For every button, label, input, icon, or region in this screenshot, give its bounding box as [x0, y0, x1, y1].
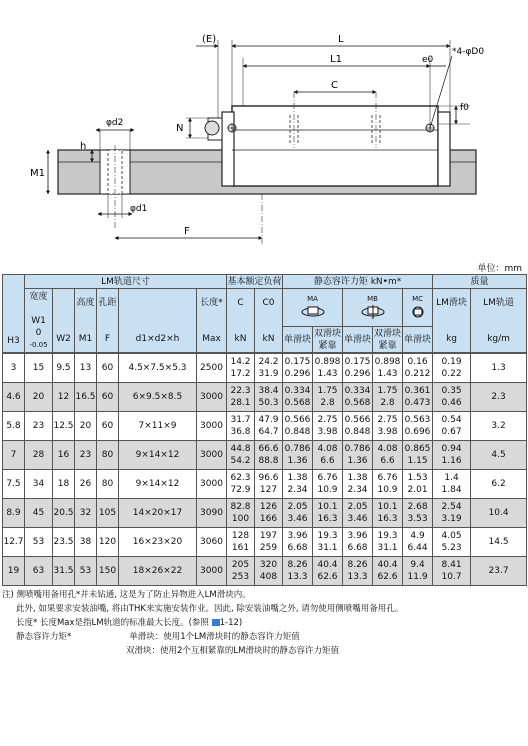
cell-mb2: 1.75 2.8 [373, 383, 403, 412]
width-header: 宽度 W1 0 -0.05 [25, 289, 53, 353]
cell-h3: 19 [3, 557, 25, 586]
cell-ma1: 0.786 1.36 [283, 441, 313, 470]
cell-c: 128 161 [227, 528, 255, 557]
cell-ma2: 40.4 62.6 [313, 557, 343, 586]
cell-w2: 18 [53, 470, 75, 499]
cell-ma1: 1.38 2.34 [283, 470, 313, 499]
note-3: 长度* 长度Max是指LM轨道的标准最大长度。(参照 1-12) [16, 618, 243, 628]
cell-f: 60 [97, 412, 119, 441]
cell-h3: 12.7 [3, 528, 25, 557]
cell-c: 82.8 100 [227, 499, 255, 528]
cell-kg: 4.05 5.23 [433, 528, 471, 557]
cell-d: 7×11×9 [119, 412, 197, 441]
cell-d: 18×26×22 [119, 557, 197, 586]
cell-mc: 0.865 1.15 [403, 441, 433, 470]
cell-h3: 7.5 [3, 470, 25, 499]
label-d1: φd1 [130, 204, 148, 214]
label-N: N [176, 123, 184, 134]
table-row [3, 412, 527, 441]
cell-m1: 38 [75, 528, 97, 557]
cell-kgm: 4.5 [471, 441, 527, 470]
cell-mb2: 10.1 16.3 [373, 499, 403, 528]
c0-header: C0 kN [255, 289, 283, 353]
notes [2, 588, 522, 658]
cell-f: 150 [97, 557, 119, 586]
cell-mb2: 6.76 10.9 [373, 470, 403, 499]
h3-label: H3 [3, 353, 25, 354]
cell-ma1: 3.96 6.68 [283, 528, 313, 557]
cell-kgm: 23.7 [471, 557, 527, 586]
cell-mb1: 2.05 3.46 [343, 499, 373, 528]
mass-header: 质量 [433, 275, 527, 289]
cell-mb1: 0.175 0.296 [343, 354, 373, 383]
cell-ma2: 2.75 3.98 [313, 412, 343, 441]
cell-w1: 20 [25, 383, 53, 412]
cell-kgm: 3.2 [471, 412, 527, 441]
cell-kgm: 10.4 [471, 499, 527, 528]
cell-max: 3000 [197, 470, 227, 499]
cell-w1: 15 [25, 354, 53, 383]
label-h: h [80, 141, 87, 152]
cell-m1: 23 [75, 441, 97, 470]
cell-w2: 12 [53, 383, 75, 412]
ma-header: MA [283, 289, 343, 327]
label-F: F [184, 226, 190, 237]
cell-c: 22.3 28.1 [227, 383, 255, 412]
cell-max: 3000 [197, 383, 227, 412]
cell-f: 105 [97, 499, 119, 528]
cell-mb1: 0.334 0.568 [343, 383, 373, 412]
cell-c: 62.3 72.9 [227, 470, 255, 499]
cell-c0: 66.6 88.8 [255, 441, 283, 470]
cell-kg: 8.41 10.7 [433, 557, 471, 586]
mc-rotation-icon [405, 305, 431, 319]
grease-nipple [205, 121, 219, 135]
ref-icon [212, 619, 220, 626]
mc-header: MC [403, 289, 433, 327]
cell-ma2: 4.08 6.6 [313, 441, 343, 470]
technical-drawing [0, 0, 528, 258]
mb-rotation-icon [360, 305, 386, 319]
mc-single-header: 单滑块 [403, 327, 433, 353]
label-L: L [338, 34, 344, 45]
cell-mb1: 8.26 13.3 [343, 557, 373, 586]
spec-table [2, 274, 527, 586]
cell-c: 31.7 36.8 [227, 412, 255, 441]
cell-mb2: 0.898 1.43 [373, 354, 403, 383]
cell-mb2: 40.4 62.6 [373, 557, 403, 586]
cell-w1: 34 [25, 470, 53, 499]
cell-m1: 32 [75, 499, 97, 528]
cell-d: 14×20×17 [119, 499, 197, 528]
cell-mc: 1.53 2.01 [403, 470, 433, 499]
cell-mb2: 2.75 3.98 [373, 412, 403, 441]
lm-block [232, 106, 438, 186]
cell-kg: 1.4 1.84 [433, 470, 471, 499]
cell-w1: 45 [25, 499, 53, 528]
cell-f: 80 [97, 470, 119, 499]
cell-c: 14.2 17.2 [227, 354, 255, 383]
ma-rotation-icon [300, 305, 326, 319]
cell-w2: 23.5 [53, 528, 75, 557]
cell-mc: 9.4 11.9 [403, 557, 433, 586]
cell-f: 60 [97, 354, 119, 383]
label-M1: M1 [30, 168, 45, 179]
cell-kgm: 1.3 [471, 354, 527, 383]
cell-kgm: 14.5 [471, 528, 527, 557]
cell-mb1: 0.786 1.36 [343, 441, 373, 470]
cell-d: 9×14×12 [119, 441, 197, 470]
cell-kg: 0.35 0.46 [433, 383, 471, 412]
cell-c0: 320 408 [255, 557, 283, 586]
label-D0: *4-φD0 [452, 47, 485, 57]
table-row [3, 470, 527, 499]
label-f0: f0 [460, 103, 469, 113]
table-row [3, 528, 527, 557]
cell-ma1: 2.05 3.46 [283, 499, 313, 528]
cell-h3: 4.6 [3, 383, 25, 412]
cell-c0: 126 166 [255, 499, 283, 528]
label-L1: L1 [330, 54, 342, 65]
lm-rail-mass-header: LM轨道 kg/m [471, 289, 527, 353]
cell-h3: 5.8 [3, 412, 25, 441]
table-row [3, 499, 527, 528]
cell-mb1: 1.38 2.34 [343, 470, 373, 499]
cell-mc: 0.563 0.696 [403, 412, 433, 441]
note-1: 注) 侧喷嘴用备用孔*并未钻通, 这是为了防止异物进入LM滑块内。 [2, 590, 251, 600]
static-moment-header: 静态容许力矩 kN•m* [283, 275, 433, 289]
label-e0: e0 [422, 55, 434, 65]
note-4: 静态容许力矩* 单滑块：使用1个LM滑块时的静态容许力矩值 [16, 632, 300, 642]
cell-m1: 13 [75, 354, 97, 383]
cell-d: 6×9.5×8.5 [119, 383, 197, 412]
label-d2: φd2 [106, 118, 124, 128]
cell-mc: 0.361 0.473 [403, 383, 433, 412]
cell-kgm: 6.2 [471, 470, 527, 499]
table-row [3, 557, 527, 586]
cell-c0: 38.4 50.3 [255, 383, 283, 412]
cell-m1: 53 [75, 557, 97, 586]
cell-w2: 12.5 [53, 412, 75, 441]
cell-h3: 7 [3, 441, 25, 470]
cell-ma1: 0.334 0.568 [283, 383, 313, 412]
pitch-header: 孔距 F [97, 289, 119, 353]
table-row [3, 354, 527, 383]
cell-f: 120 [97, 528, 119, 557]
cell-h3: 3 [3, 354, 25, 383]
w2-header: W2 [53, 289, 75, 353]
cell-mc: 0.16 0.212 [403, 354, 433, 383]
cell-max: 3000 [197, 441, 227, 470]
cell-f: 80 [97, 441, 119, 470]
cell-mb2: 4.08 6.6 [373, 441, 403, 470]
d-header: d1×d2×h [119, 289, 197, 353]
cell-ma1: 8.26 13.3 [283, 557, 313, 586]
cell-ma2: 10.1 16.3 [313, 499, 343, 528]
cell-f: 60 [97, 383, 119, 412]
note-2: 此外, 如果要求安装油嘴, 将由THK来实施安装作业。因此, 除安装油嘴之外, 请勿使用侧喷嘴用备用孔。 [16, 604, 404, 614]
cell-w2: 20.5 [53, 499, 75, 528]
cell-m1: 16.5 [75, 383, 97, 412]
cell-max: 3000 [197, 412, 227, 441]
cell-ma2: 6.76 10.9 [313, 470, 343, 499]
cell-max: 3000 [197, 557, 227, 586]
cell-m1: 26 [75, 470, 97, 499]
cell-max: 3060 [197, 528, 227, 557]
cell-ma2: 0.898 1.43 [313, 354, 343, 383]
ma-single-header: 单滑块 [283, 327, 313, 353]
mb-header: MB [343, 289, 403, 327]
note-5: 双滑块：使用2个互相紧靠的LM滑块时的静态容许力矩值 [126, 646, 339, 656]
table-row [3, 383, 527, 412]
mb-single-header: 单滑块 [343, 327, 373, 353]
cell-ma1: 0.566 0.848 [283, 412, 313, 441]
cell-d: 9×14×12 [119, 470, 197, 499]
cell-kgm: 2.3 [471, 383, 527, 412]
cell-ma2: 1.75 2.8 [313, 383, 343, 412]
c-header: C kN [227, 289, 255, 353]
cell-w1: 63 [25, 557, 53, 586]
cell-kg: 0.19 0.22 [433, 354, 471, 383]
cell-w1: 28 [25, 441, 53, 470]
cell-w1: 53 [25, 528, 53, 557]
unit-label: 单位：mm [477, 264, 522, 274]
cell-c: 44.8 54.2 [227, 441, 255, 470]
cell-mc: 4.9 6.44 [403, 528, 433, 557]
label-E: (E) [202, 34, 217, 45]
cell-kg: 0.54 0.67 [433, 412, 471, 441]
cell-mb1: 0.566 0.848 [343, 412, 373, 441]
cell-ma2: 19.3 31.1 [313, 528, 343, 557]
cell-d: 4.5×7.5×5.3 [119, 354, 197, 383]
cell-c0: 24.2 31.9 [255, 354, 283, 383]
lm-block-mass-header: LM滑块 kg [433, 289, 471, 353]
cell-kg: 0.94 1.16 [433, 441, 471, 470]
cell-max: 2500 [197, 354, 227, 383]
cell-c0: 47.9 64.7 [255, 412, 283, 441]
cell-max: 3090 [197, 499, 227, 528]
cell-d: 16×23×20 [119, 528, 197, 557]
cell-c: 205 253 [227, 557, 255, 586]
cell-h3: 8.9 [3, 499, 25, 528]
table-row [3, 441, 527, 470]
cell-kg: 2.54 3.19 [433, 499, 471, 528]
mb-double-header: 双滑块 紧靠 [374, 328, 402, 351]
cell-w1: 23 [25, 412, 53, 441]
cell-w2: 16 [53, 441, 75, 470]
load-rating-header: 基本额定负荷 [227, 276, 282, 287]
cell-ma1: 0.175 0.296 [283, 354, 313, 383]
ma-double-header: 双滑块 紧靠 [314, 328, 342, 351]
cell-c0: 96.6 127 [255, 470, 283, 499]
cell-c0: 197 259 [255, 528, 283, 557]
cell-w2: 31.5 [53, 557, 75, 586]
label-C: C [331, 80, 338, 91]
cell-w2: 9.5 [53, 354, 75, 383]
cell-mb1: 3.96 6.68 [343, 528, 373, 557]
cell-mc: 2.68 3.53 [403, 499, 433, 528]
height-header: 高度 M1 [75, 289, 97, 353]
rail-dims-header: LM轨道尺寸 [25, 275, 227, 289]
length-header: 长度* Max [197, 289, 227, 353]
cell-mb2: 19.3 31.1 [373, 528, 403, 557]
cell-m1: 20 [75, 412, 97, 441]
